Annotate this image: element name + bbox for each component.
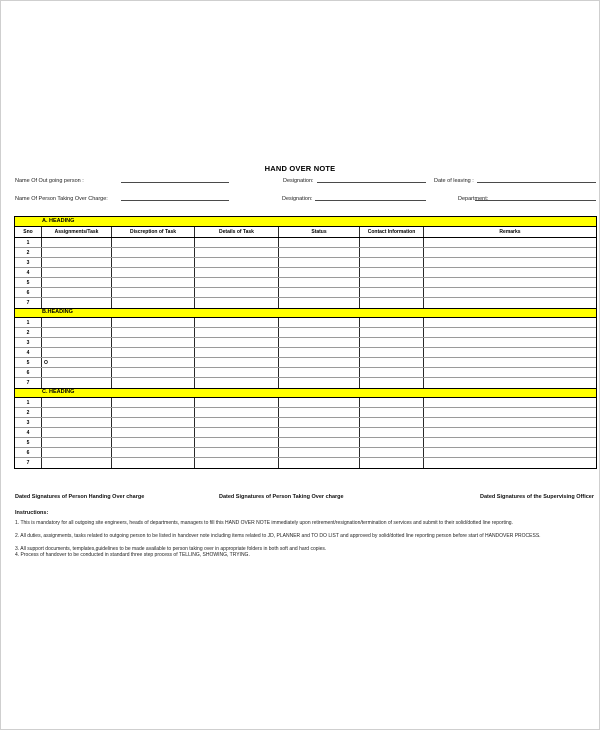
section-heading-bar [15,308,596,318]
table-cell[interactable] [360,348,424,357]
table-cell[interactable] [112,398,195,407]
row-number-cell: 3 [15,258,42,267]
section-heading-bar [15,217,596,227]
table-cell[interactable]: O [42,358,112,367]
table-cell[interactable] [360,278,424,287]
table-cell[interactable] [195,238,279,247]
table-cell[interactable] [195,298,279,308]
table-cell[interactable] [360,398,424,407]
signature-supervising-label: Dated Signatures of the Supervising Officer [480,494,594,500]
table-cell[interactable] [279,448,360,457]
table-row [15,288,596,298]
row-number-cell: 1 [15,238,42,247]
table-cell[interactable] [195,418,279,427]
document-title: HAND OVER NOTE [264,164,336,173]
table-row [15,328,596,338]
table-cell[interactable] [112,458,195,468]
signature-handing-over-label: Dated Signatures of Person Handing Over charge [15,494,145,500]
table-cell[interactable] [42,398,112,407]
row-number-cell: 1 [15,398,42,407]
table-cell[interactable] [112,358,195,367]
table-cell[interactable] [112,258,195,267]
designation-2-label: Designation: [282,196,313,202]
table-cell[interactable] [424,248,596,257]
table-cell[interactable] [279,328,360,337]
table-cell[interactable] [42,408,112,417]
table-cell[interactable] [424,238,596,247]
row-number-cell: 4 [15,268,42,277]
table-cell[interactable] [195,348,279,357]
table-cell[interactable] [112,338,195,347]
department-label: Department: [458,196,489,202]
table-row [15,318,596,328]
table-cell[interactable] [279,278,360,287]
table-cell[interactable] [195,248,279,257]
table-cell[interactable] [42,328,112,337]
table-cell[interactable] [424,438,596,447]
table-cell[interactable] [195,368,279,377]
table-cell[interactable] [42,268,112,277]
row-number-cell: 7 [15,378,42,388]
row-number-cell: 3 [15,338,42,347]
table-row [15,398,596,408]
table-cell[interactable] [112,368,195,377]
table-cell[interactable] [424,268,596,277]
table-row [15,238,596,248]
table-cell[interactable] [279,458,360,468]
table-row [15,268,596,278]
section-heading-label: A. HEADING [42,217,75,224]
row-number-cell: 7 [15,298,42,308]
table-cell[interactable] [424,288,596,297]
table-cell[interactable] [360,298,424,308]
table-cell[interactable] [424,328,596,337]
row-number-cell: 1 [15,318,42,327]
section-heading-bar [15,388,596,398]
table-cell[interactable] [195,338,279,347]
table-cell[interactable] [112,408,195,417]
table-cell[interactable] [112,348,195,357]
table-cell[interactable] [42,248,112,257]
table-cell[interactable] [424,298,596,308]
table-cell[interactable] [360,378,424,388]
column-header-contact-information: Contact Information [360,227,424,237]
table-cell[interactable] [42,458,112,468]
table-cell[interactable] [360,408,424,417]
table-cell[interactable] [42,418,112,427]
row-number-cell: 2 [15,248,42,257]
taking-over-charge-field[interactable] [121,192,229,201]
section-heading-label: C. HEADING [42,389,75,396]
table-cell[interactable] [279,398,360,407]
table-cell[interactable] [195,318,279,327]
table-cell[interactable] [42,438,112,447]
row-number-cell: 2 [15,328,42,337]
taking-over-charge-label: Name Of Person Taking Over Charge: [15,196,108,202]
table-cell[interactable] [279,238,360,247]
table-row [15,298,596,308]
table-cell[interactable] [42,238,112,247]
designation-1-label: Designation: [283,178,314,184]
table-cell[interactable] [195,458,279,468]
section-rows [15,398,596,468]
table-cell[interactable] [279,318,360,327]
table-row [15,368,596,378]
table-row [15,338,596,348]
table-cell[interactable] [42,348,112,357]
row-number-cell: 5 [15,438,42,447]
section-rows [15,238,596,308]
table-row [15,378,596,388]
table-cell[interactable] [42,278,112,287]
row-number-cell: 5 [15,358,42,367]
section-heading-label: B.HEADING [42,309,73,316]
table-cell[interactable] [360,368,424,377]
table-cell[interactable] [195,448,279,457]
column-header-remarks: Remarks [499,229,521,235]
table-row [15,428,596,438]
out-going-person-label: Name Of Out going person : [15,178,84,184]
column-header-discreption-of-task: Discreption of Task [112,227,195,237]
table-cell[interactable] [424,398,596,407]
table-cell[interactable] [279,298,360,308]
row-number-cell: 2 [15,408,42,417]
table-cell[interactable] [112,248,195,257]
row-number-cell: 5 [15,278,42,287]
table-cell[interactable] [279,368,360,377]
table-cell[interactable] [112,268,195,277]
table-cell[interactable] [279,248,360,257]
table-cell[interactable] [424,448,596,457]
table-cell[interactable] [112,238,195,247]
table-cell[interactable] [195,268,279,277]
table-cell[interactable] [195,288,279,297]
table-cell[interactable] [424,358,596,367]
table-cell[interactable] [424,338,596,347]
table-cell[interactable] [112,418,195,427]
table-cell[interactable] [112,378,195,388]
table-row [15,408,596,418]
table-cell[interactable] [360,318,424,327]
table-cell[interactable] [279,288,360,297]
column-header-row [15,227,596,238]
table-cell[interactable] [279,338,360,347]
table-cell[interactable] [279,428,360,437]
table-cell[interactable] [424,378,596,388]
table-cell[interactable] [424,368,596,377]
table-cell[interactable] [195,328,279,337]
table-cell[interactable] [360,258,424,267]
table-cell[interactable] [112,278,195,287]
table-cell[interactable] [360,418,424,427]
table-cell[interactable] [279,408,360,417]
row-number-cell: 4 [15,348,42,357]
table-cell[interactable] [279,358,360,367]
row-number-cell: 7 [15,458,42,468]
table-cell[interactable] [195,358,279,367]
department-field[interactable] [475,192,596,201]
column-header-status: Status [279,227,360,237]
table-cell[interactable] [424,278,596,287]
row-number-cell: 3 [15,418,42,427]
table-cell[interactable] [42,258,112,267]
table-cell[interactable] [424,408,596,417]
table-cell[interactable] [42,448,112,457]
table-cell[interactable] [424,458,596,468]
instruction-item: 3. All support documents, templates,guidelines to be made available to person taking over in appropriate folders in both soft and hard copies. [15,546,327,552]
table-cell[interactable] [42,378,112,388]
row-number-cell: 6 [15,368,42,377]
table-cell[interactable] [42,288,112,297]
column-header-assignments-task: Assignments/Task [42,227,112,237]
instruction-item: 1. This is mandatory for all outgoing site engineers, heads of departments, managers to fill this HAND OVER NOTE immediately upon retirement/resignation/termination of services and submit to their solid/dotted line reporting. [15,520,513,526]
table-cell[interactable] [279,268,360,277]
table-row [15,278,596,288]
table-cell[interactable] [279,378,360,388]
table-cell[interactable] [195,428,279,437]
table-row [15,458,596,468]
table-cell[interactable] [360,248,424,257]
table-cell[interactable] [195,278,279,287]
row-number-cell: 6 [15,448,42,457]
table-cell[interactable] [279,438,360,447]
row-number-cell: 4 [15,428,42,437]
table-cell[interactable] [112,448,195,457]
table-cell[interactable] [360,448,424,457]
table-row [15,248,596,258]
table-cell[interactable] [424,318,596,327]
table-cell[interactable] [195,398,279,407]
date-of-leaving-label: Date of leaving : [434,178,474,184]
instructions-list [15,520,597,558]
table-cell[interactable] [360,328,424,337]
table-cell[interactable] [279,258,360,267]
table-row [15,258,596,268]
table-cell[interactable] [424,418,596,427]
table-cell[interactable] [42,428,112,437]
designation-2-field[interactable] [315,192,426,201]
column-header-details-of-task: Details of Task [195,227,279,237]
table-cell[interactable] [42,338,112,347]
instructions-heading: Instructions: [15,510,49,516]
table-cell[interactable] [360,438,424,447]
out-going-person-field[interactable] [121,174,229,183]
instruction-item: 4. Process of handover to be conducted in standard three step process of TELLING, SHOWING, TRYING. [15,552,250,558]
table-cell[interactable] [112,298,195,308]
table-cell[interactable] [42,298,112,308]
table-cell[interactable] [195,438,279,447]
table-cell[interactable] [112,438,195,447]
table-cell[interactable] [112,328,195,337]
table-cell[interactable] [42,368,112,377]
handover-table [14,216,597,469]
table-cell[interactable] [279,418,360,427]
table-cell[interactable] [360,238,424,247]
table-cell[interactable] [424,258,596,267]
column-header-sno: Sno [15,227,42,237]
table-cell[interactable] [360,428,424,437]
table-row [15,348,596,358]
table-cell[interactable] [279,348,360,357]
designation-1-field[interactable] [317,174,426,183]
table-row [15,448,596,458]
table-cell[interactable] [195,408,279,417]
table-cell[interactable] [112,288,195,297]
table-cell[interactable] [195,258,279,267]
table-cell[interactable] [195,378,279,388]
signature-taking-over-label: Dated Signatures of Person Taking Over charge [219,494,344,500]
instruction-item: 2. All duties, assignments, tasks related to outgoing person to be listed in handover note including items related to JD, PLANNER and TO DO LIST and approved by solid/dotted line reporting person before start of HANDOVER PROCESS. [15,533,541,539]
table-cell[interactable] [112,318,195,327]
table-cell[interactable] [360,288,424,297]
table-cell[interactable] [424,428,596,437]
table-row [15,358,596,368]
table-cell[interactable] [360,268,424,277]
table-cell[interactable] [424,348,596,357]
table-cell[interactable] [42,318,112,327]
row-number-cell: 6 [15,288,42,297]
table-cell[interactable] [360,338,424,347]
table-cell[interactable] [360,458,424,468]
table-row [15,418,596,428]
date-of-leaving-field[interactable] [477,174,596,183]
section-rows [15,318,596,388]
table-cell[interactable] [112,428,195,437]
table-row [15,438,596,448]
table-cell[interactable] [360,358,424,367]
